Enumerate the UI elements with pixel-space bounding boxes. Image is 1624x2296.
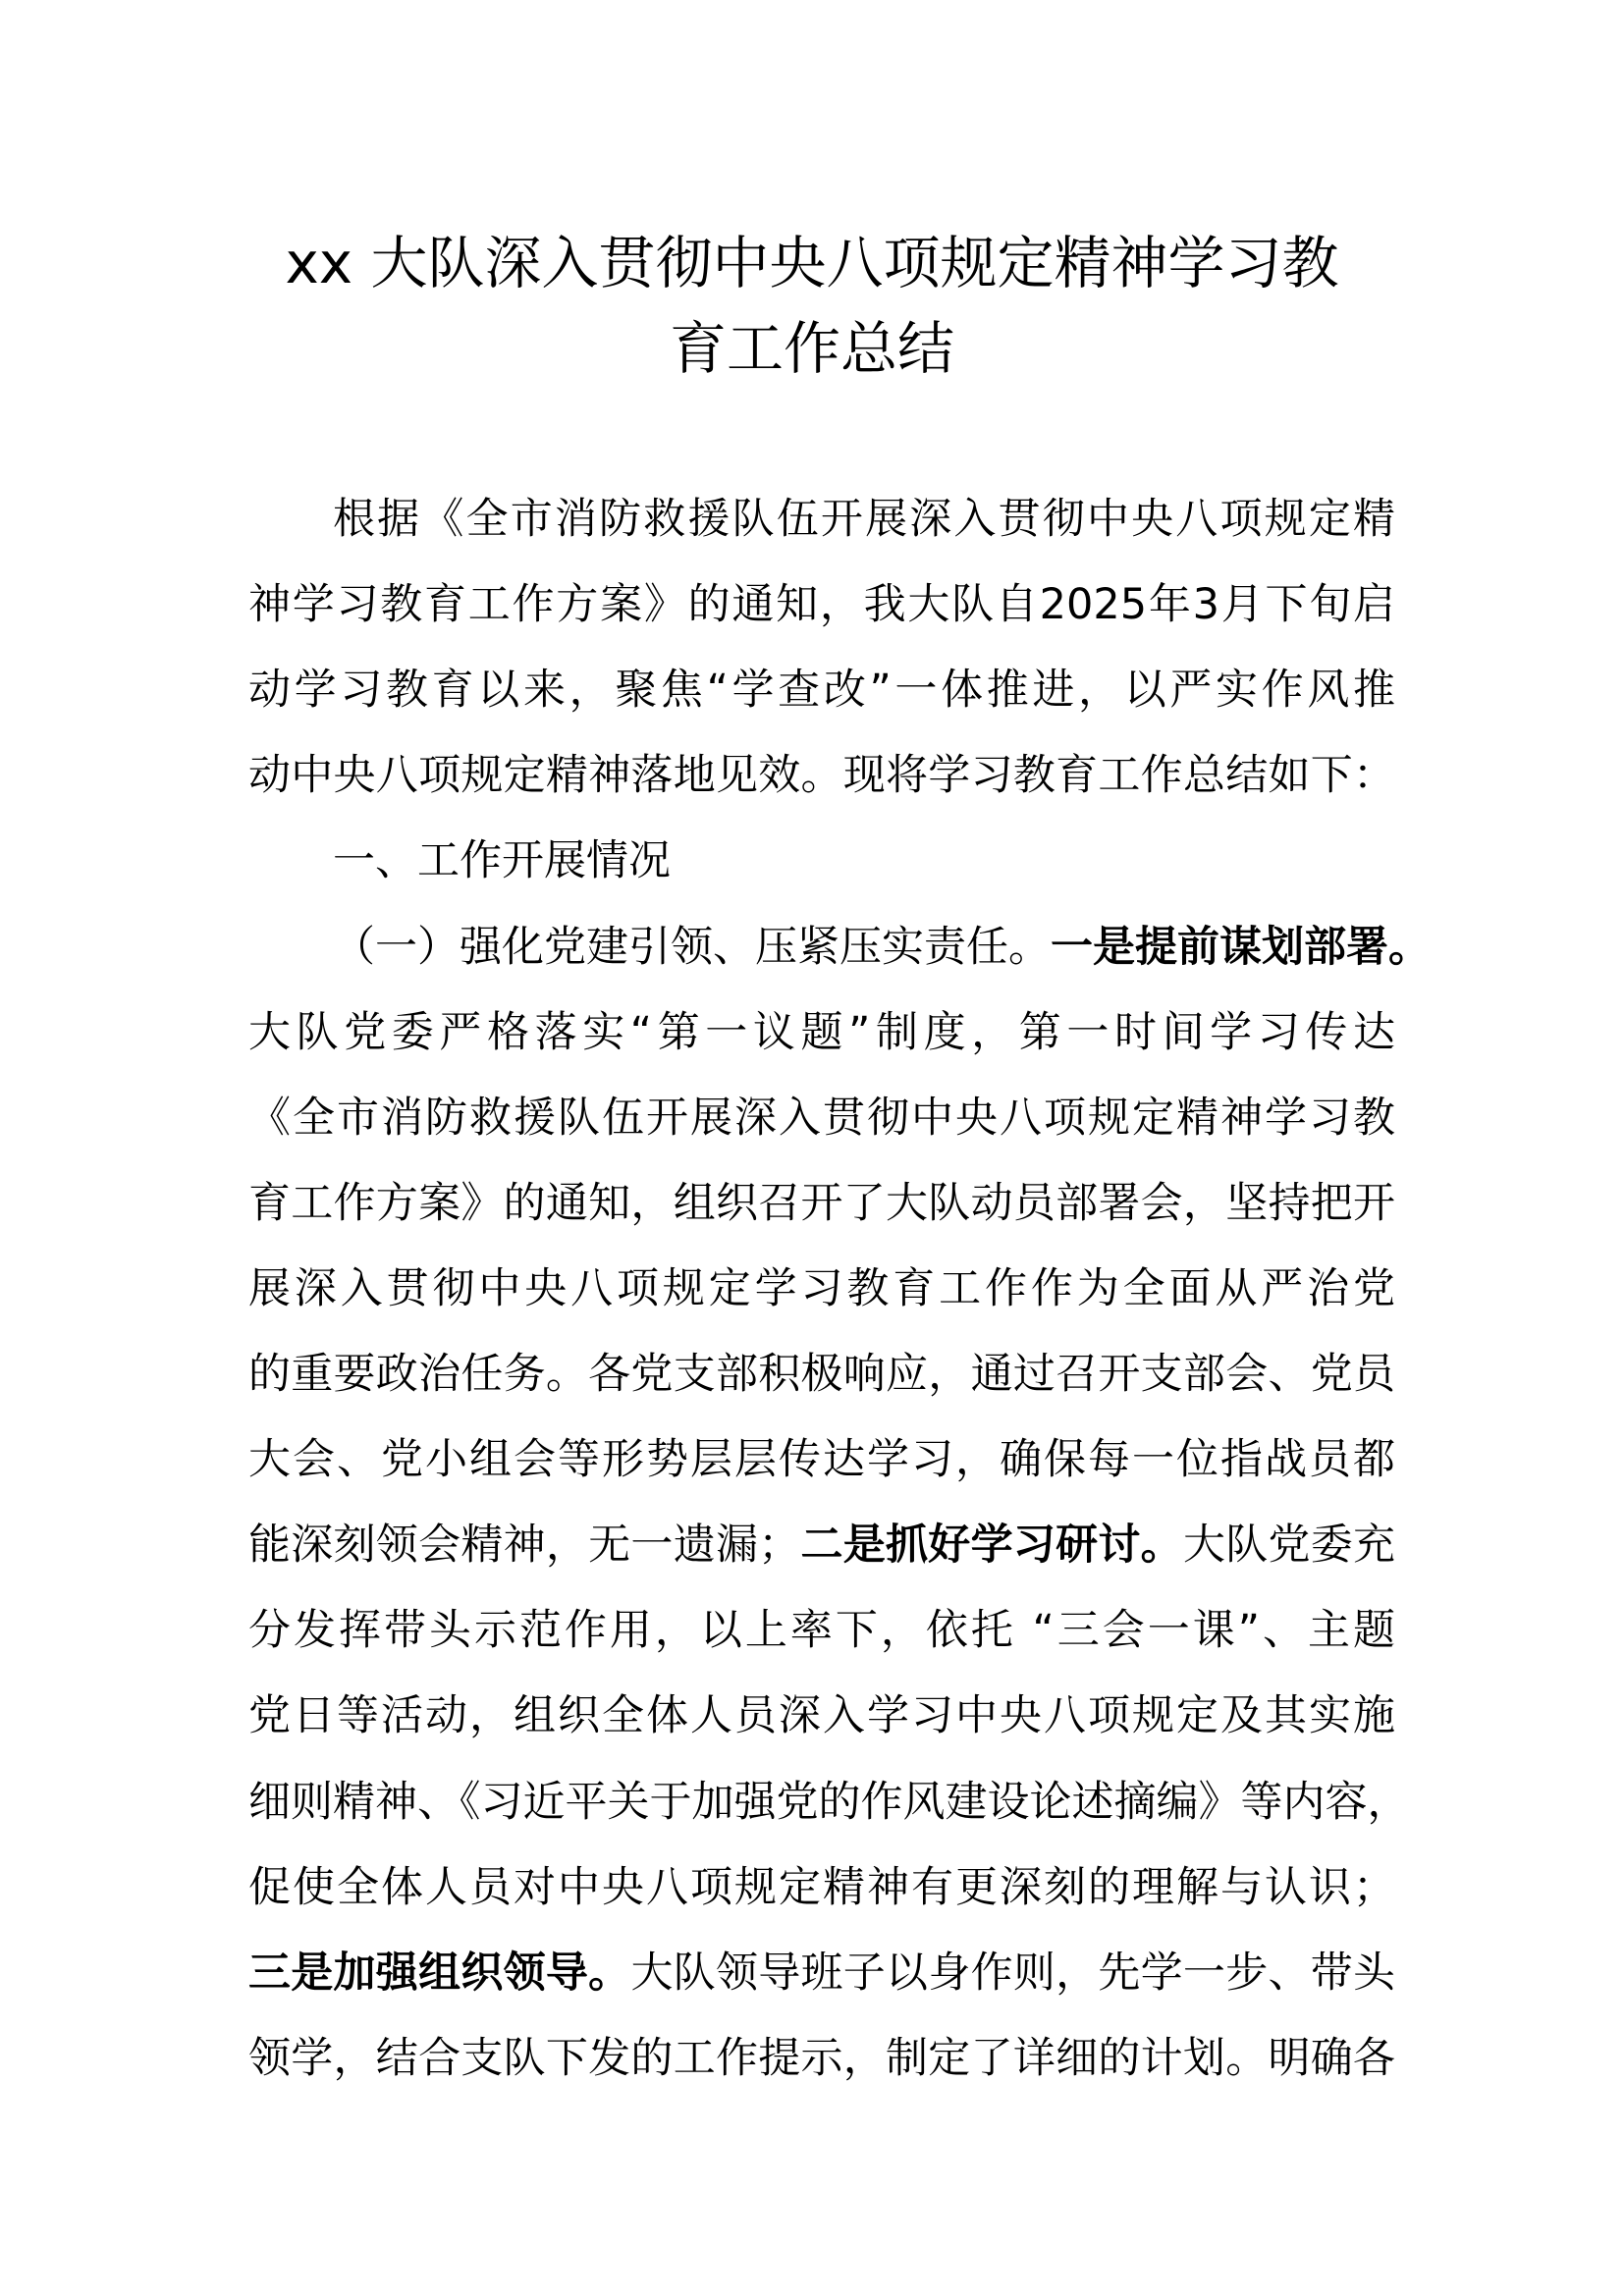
text-segment: 动中央八项规定精神落地见效。现将学习教育工作总结如下： (248, 751, 1395, 801)
document-title-line-2: 育工作总结 (669, 315, 954, 382)
text-segment: 一、工作开展情况 (333, 836, 671, 886)
text-segment: 领学，结合支队下发的工作提示，制定了详细的计划。明确各 (248, 2033, 1395, 2083)
paragraph-line (248, 1345, 1395, 1404)
paragraph-line (248, 1089, 1395, 1148)
paragraph-line (248, 746, 1395, 805)
paragraph-line (248, 918, 1431, 977)
text-segment: 神学习教育工作方案》的通知，我大队自2025年3月下旬启 (248, 580, 1395, 630)
text-segment: 展深入贯彻中央八项规定学习教育工作作为全面从严治党 (248, 1263, 1395, 1313)
section-heading (248, 831, 1395, 890)
paragraph-line (248, 1601, 1395, 1660)
text-segment: （一）强化党建引领、压紧压实责任。 (333, 922, 1051, 972)
text-segment: 《全市消防救援队伍开展深入贯彻中央八项规定精神学习教 (248, 1093, 1395, 1143)
text-segment: 育工作方案》的通知，组织召开了大队动员部署会，坚持把开 (248, 1178, 1395, 1228)
text-segment: 根据《全市消防救援队伍开展深入贯彻中央八项规定精 (333, 495, 1395, 544)
paragraph-line (248, 490, 1395, 549)
text-segment: 大队领导班子以身作则，先学一步、带头 (630, 1948, 1396, 1998)
text-segment: 的重要政治任务。各党支部积极响应，通过召开支部会、党员 (248, 1350, 1395, 1399)
text-segment: 分发挥带头示范作用，以上率下，依托 “三会一课”、主题 (248, 1606, 1395, 1656)
paragraph-line (248, 1773, 1410, 1832)
text-segment: 大队党委严格落实“第一议题”制度，第一时间学习传达 (248, 1007, 1395, 1057)
text-segment: 促使全体人员对中央八项规定精神有更深刻的理解与认识； (248, 1862, 1395, 1912)
paragraph-line (248, 1686, 1395, 1745)
paragraph-line (248, 1174, 1395, 1233)
paragraph-line (248, 661, 1395, 720)
bold-text-segment: 二是抓好学习研讨。 (800, 1521, 1183, 1571)
paragraph-line (248, 1003, 1395, 1062)
document-title-line-1: xx 大队深入贯彻中央八项规定精神学习教 (285, 230, 1339, 296)
bold-text-segment: 三是加强组织领导。 (248, 1948, 631, 1998)
bold-text-segment: 一是提前谋划部署。 (1051, 922, 1431, 972)
text-segment: 细则精神、《习近平关于加强党的作风建设论述摘编》等内容， (248, 1777, 1410, 1827)
text-segment: 大队党委充 (1182, 1521, 1396, 1571)
paragraph-line (248, 1259, 1395, 1318)
text-segment: 大会、党小组会等形势层层传达学习，确保每一位指战员都 (248, 1435, 1395, 1485)
paragraph-line (248, 1944, 1395, 2002)
text-segment: 党日等活动，组织全体人员深入学习中央八项规定及其实施 (248, 1691, 1395, 1741)
paragraph-line (248, 1858, 1395, 1917)
paragraph-line (248, 1430, 1395, 1489)
text-segment: 能深刻领会精神，无一遗漏； (248, 1521, 801, 1571)
paragraph-line (248, 1516, 1395, 1575)
paragraph-line (248, 2029, 1395, 2088)
paragraph-line (248, 575, 1395, 634)
text-segment: 动学习教育以来，聚焦“学查改”一体推进，以严实作风推 (248, 666, 1395, 716)
